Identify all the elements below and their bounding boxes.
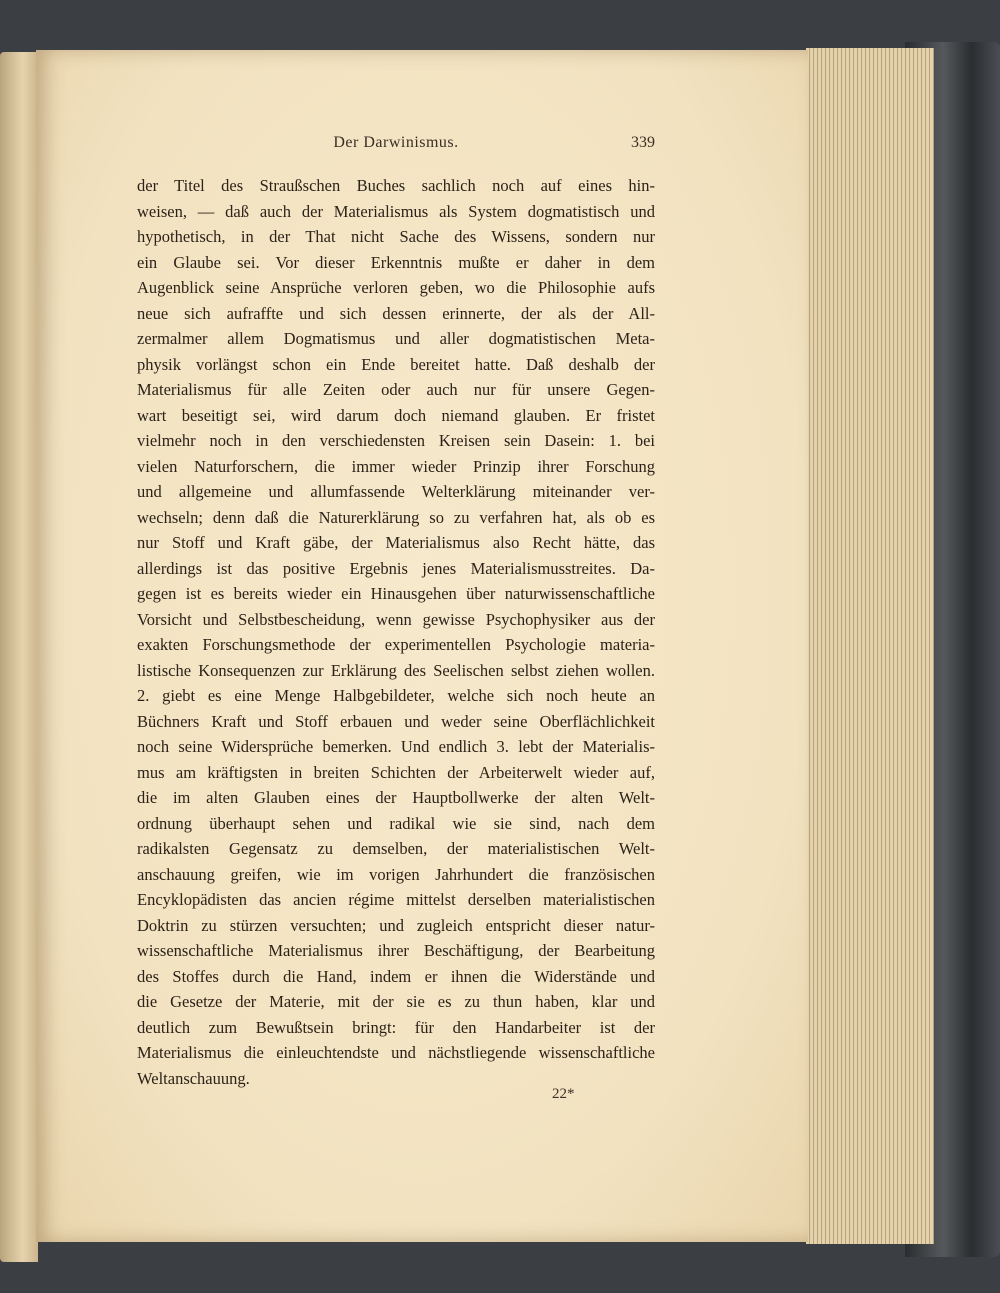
text-line: 2. giebt es eine Menge Halbgebildeter, welche sich noch heute an: [137, 686, 655, 705]
text-line: radikalsten Gegensatz zu demselben, der materialistischen Welt-: [137, 839, 655, 858]
text-line: gegen ist es bereits wieder ein Hinausgehen über naturwissenschaftliche: [137, 584, 655, 603]
page-edges: [806, 48, 934, 1244]
text-line: Materialismus die einleuchtendste und nächstliegende wissenschaftliche: [137, 1043, 655, 1062]
text-line: wissenschaftliche Materialismus ihrer Beschäftigung, der Bearbeitung: [137, 941, 655, 960]
text-line: mus am kräftigsten in breiten Schichten der Arbeiterwelt wieder auf,: [137, 762, 655, 782]
text-line: noch seine Widersprüche bemerken. Und endlich 3. lebt der Materialis-: [137, 737, 655, 756]
text-line: ein Glaube sei. Vor dieser Erkenntnis mußte er daher in dem: [137, 252, 655, 272]
text-line: deutlich zum Bewußtsein bringt: für den Handarbeiter ist der: [137, 1017, 655, 1037]
text-line: und allgemeine und allumfassende Welterklärung miteinander ver-: [137, 482, 655, 501]
text-line: hypothetisch, in der That nicht Sache des Wissens, sondern nur: [137, 227, 655, 246]
text-line: neue sich aufraffte und sich dessen erinnerte, der als der All-: [137, 303, 655, 323]
page-header: [137, 134, 655, 158]
text-line: zermalmer allem Dogmatismus und aller dogmatistischen Meta-: [137, 329, 655, 348]
text-line: exakten Forschungsmethode der experimentellen Psychologie materia-: [137, 635, 655, 654]
text-line: Büchners Kraft und Stoff erbauen und weder seine Oberflächlichkeit: [137, 711, 655, 731]
text-line: anschauung greifen, wie im vorigen Jahrhundert die französischen: [137, 864, 655, 884]
text-line: der Titel des Straußschen Buches sachlich noch auf eines hin-: [137, 176, 655, 195]
text-line: ordnung überhaupt sehen und radikal wie sie sind, nach dem: [137, 813, 655, 833]
page-number: 339: [631, 134, 655, 151]
text-line: die Gesetze der Materie, mit der sie es zu thun haben, klar und: [137, 992, 655, 1011]
text-line: des Stoffes durch die Hand, indem er ihnen die Widerstände und: [137, 966, 655, 986]
text-line: Vorsicht und Selbstbescheidung, wenn gewisse Psychophysiker aus der: [137, 609, 655, 629]
text-line: Materialismus für alle Zeiten oder auch nur für unsere Gegen-: [137, 380, 655, 399]
text-line: listische Konsequenzen zur Erklärung des Seelischen selbst ziehen wollen.: [137, 660, 655, 680]
text-line: Encyklopädisten das ancien régime mittelst derselben materialistischen: [137, 890, 655, 909]
body-text: [137, 173, 655, 1091]
text-line: die im alten Glauben eines der Hauptbollwerke der alten Welt-: [137, 788, 655, 807]
text-line: wart beseitigt sei, wird darum doch niemand glauben. Er fristet: [137, 405, 655, 425]
sheet-signature: 22*: [552, 1086, 575, 1102]
text-line: vielen Naturforschern, die immer wieder Prinzip ihrer Forschung: [137, 456, 655, 476]
text-line: Weltanschauung.: [137, 1068, 250, 1088]
text-line: weisen, — daß auch der Materialismus als System dogmatistisch und: [137, 201, 655, 221]
text-line: vielmehr noch in den verschiedensten Kreisen sein Dasein: 1. bei: [137, 431, 655, 450]
facing-page-edge: [0, 52, 38, 1262]
running-title: Der Darwinismus.: [333, 134, 459, 151]
text-line: Augenblick seine Ansprüche verloren geben, wo die Philosophie aufs: [137, 278, 655, 297]
text-line: allerdings ist das positive Ergebnis jenes Materialismusstreites. Da-: [137, 558, 655, 578]
text-line: wechseln; denn daß die Naturerklärung so zu verfahren hat, als ob es: [137, 507, 655, 527]
text-line: nur Stoff und Kraft gäbe, der Materialismus also Recht hätte, das: [137, 533, 655, 552]
text-line: physik vorlängst schon ein Ende bereitet hatte. Daß deshalb der: [137, 354, 655, 374]
text-line: Doktrin zu stürzen versuchten; und zugleich entspricht dieser natur-: [137, 915, 655, 935]
